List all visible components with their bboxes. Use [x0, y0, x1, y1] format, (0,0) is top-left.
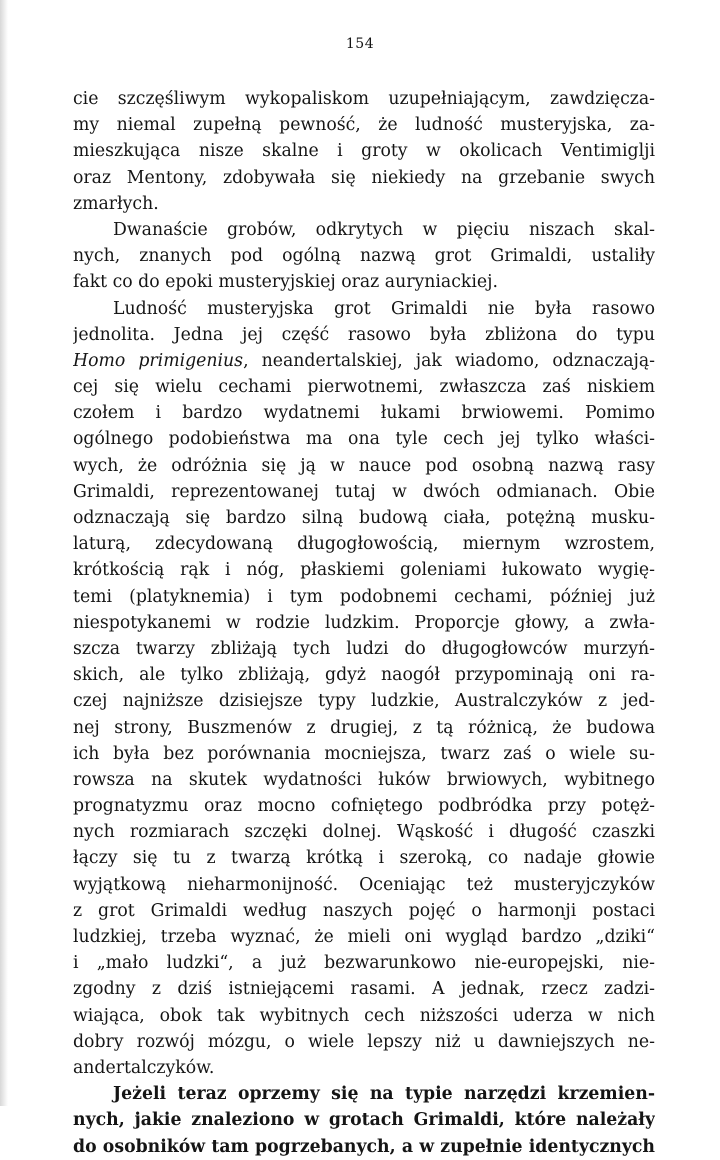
text-line: ludzkiej, trzeba wyznać, że mieli oni wygląd bardzo „dziki“ — [73, 927, 655, 947]
text-line: zmarłych. — [73, 193, 159, 214]
species-name: Homo primigenius — [73, 350, 244, 371]
text-line: temi (platyknemia) i tym podobnemi cechami, później już — [73, 586, 655, 607]
text-line: nych, znanych pod ogólną nazwą grot Grimaldi, ustaliły — [73, 246, 655, 267]
page-edge-shadow — [0, 0, 8, 1106]
text-line: Homo primigenius, neandertalskiej, jak wiadomo, odznaczają- — [73, 350, 655, 371]
text-line: ogólnego podobieństwa ma ona tyle cech jej tylko właści- — [73, 429, 655, 450]
text-line: odznaczają się bardzo silną budową ciała, potężną musku- — [73, 508, 655, 528]
text-line: oraz Mentony, zdobywała się niekiedy na grzebanie swych — [73, 167, 655, 188]
text-line: nej strony, Buszmenów z drugiej, z tą różnicą, że budowa — [73, 717, 655, 738]
body-text — [73, 86, 655, 1160]
text-line: Dwanaście grobów, odkrytych w pięciu niszach skal- — [113, 219, 655, 240]
text-line: czołem i bardzo wydatnemi łukami brwiowemi. Pomimo — [73, 403, 655, 424]
text-line: szcza twarzy zbliżają tych ludzi do długogłowców murzyń- — [73, 638, 655, 659]
text-line: nych rozmiarach szczęki dolnej. Wąskość i długość czaszki — [73, 822, 655, 843]
text-line: nych, jakie znaleziono w grotach Grimaldi, które należały — [73, 1110, 655, 1131]
text-line: prognatyzmu oraz mocno cofniętego podbródka przy potęż- — [73, 796, 655, 817]
text-line: skich, ale tylko zbliżają, gdyż naogół przypominają oni ra- — [73, 665, 655, 686]
text-line: fakt co do epoki musteryjskiej oraz auryniackiej. — [73, 272, 498, 293]
text-line: laturą, zdecydowaną długogłowością, miernym wzrostem, — [73, 534, 655, 555]
text-line: Jeżeli teraz oprzemy się na typie narzędzi krzemien- — [113, 1084, 655, 1105]
text-line: niespotykanemi w rodzie ludzkim. Proporcje głowy, a zwła- — [73, 612, 655, 633]
text-line: dobry rozwój mózgu, o wiele lepszy niż u dawniejszych ne- — [73, 1031, 655, 1052]
text-line: do osobników tam pogrzebanych, a w zupełnie identycznych — [73, 1136, 655, 1157]
text-line: my niemal zupełną pewność, że ludność musteryjska, za- — [73, 115, 655, 136]
text-line: czej najniższe dzisiejsze typy ludzkie, Australczyków z jed- — [73, 691, 655, 712]
text-line: ich była bez porównania mocniejsza, twarz zaś o wiele su- — [73, 743, 655, 764]
text-line: wyjątkową nieharmonijność. Oceniając też musteryjczyków — [73, 874, 655, 895]
text-line: cej się wielu cechami pierwotnemi, zwłaszcza zaś niskiem — [73, 377, 655, 398]
text-line: mieszkująca nisze skalne i groty w okolicach Ventimiglji — [73, 141, 655, 162]
text-line: Ludność musteryjska grot Grimaldi nie była rasowo — [113, 298, 655, 319]
text-line: krótkością rąk i nóg, płaskiemi goleniami łukowato wygię- — [73, 560, 655, 581]
text-line: jednolita. Jedna jej część rasowo była zbliżona do typu — [73, 324, 655, 345]
text-line: wych, że odróżnia się ją w nauce pod osobną nazwą rasy — [73, 455, 655, 476]
text-line: cie szczęśliwym wykopaliskom uzupełniającym, zawdzięcza- — [73, 89, 655, 109]
text-line: łączy się tu z twarzą krótką i szeroką, co nadaje głowie — [73, 848, 655, 869]
page-number: 154 — [345, 36, 375, 52]
text-line: Grimaldi, reprezentowanej tutaj w dwóch odmianach. Obie — [73, 481, 655, 502]
text-line: i „mało ludzki“, a już bezwarunkowo nie-europejski, nie- — [73, 953, 655, 974]
text-line: rowsza na skutek wydatności łuków brwiowych, wybitnego — [73, 769, 655, 790]
text-line: zgodny z dziś istniejącemi rasami. A jednak, rzecz zadzi- — [73, 979, 655, 1000]
text-line: wiająca, obok tak wybitnych cech niższości uderza w nich — [73, 1005, 655, 1026]
text-line: andertalczyków. — [73, 1057, 215, 1078]
text-line: z grot Grimaldi według naszych pojęć o harmonji postaci — [73, 900, 655, 921]
